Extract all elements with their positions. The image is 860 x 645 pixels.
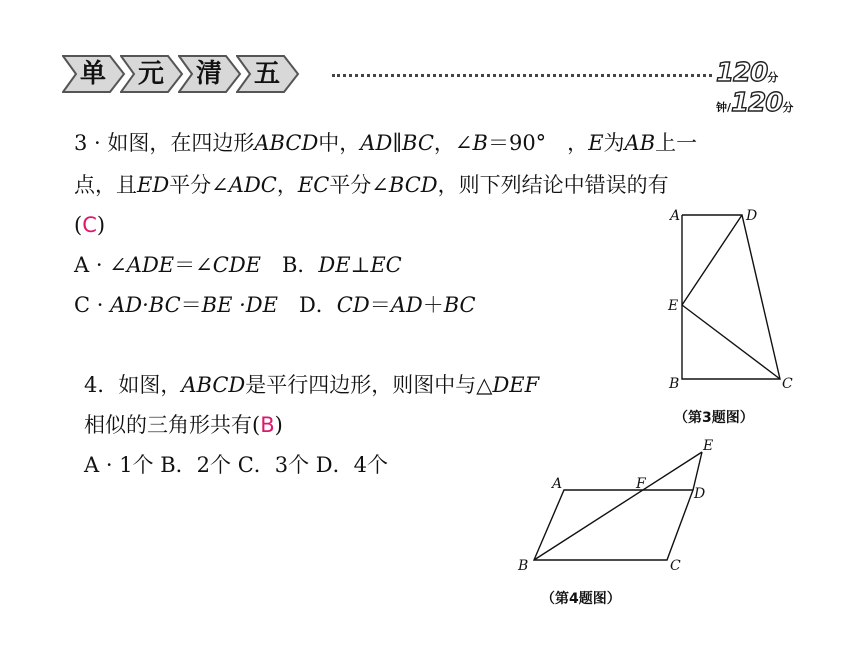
fig4-label-E: E [703,438,714,454]
title-badge-2 [120,54,184,94]
fig3-label-D: D [746,208,758,224]
q3-line-2: 点，且ED平分∠ADC，EC平分∠BCD，则下列结论中错误的有 [74,173,669,197]
q3-line-1: 3 · 如图，在四边形ABCD中，AD∥BC，∠B＝90° ，E为AB上一 [74,131,698,155]
time-unit: 分钟/ [716,71,779,114]
fig3-label-C: C [782,376,793,392]
score-value: 120 [731,88,783,118]
unit-header [62,54,822,118]
title-badge-3 [178,54,242,94]
fig3-label-A: A [670,208,681,224]
fig4-label-F: F [636,476,646,492]
title-badge-4 [236,54,300,94]
figure-3-caption: （第3题图） [674,410,754,426]
title-badge-1 [62,54,126,94]
fig3-label-E: E [668,298,679,314]
q4-line-1: 4．如图，ABCD是平行四边形，则图中与△DEF [84,373,540,397]
q4-options: A · 1个 B．2个 C．3个 D．4个 [84,453,388,477]
figure-4-parallelogram [510,430,730,580]
fig4-label-D: D [694,486,706,502]
fig4-label-B: B [518,558,529,574]
q4-line-2: 相似的三角形共有(B) [84,413,283,437]
fig4-label-C: C [670,558,681,574]
time-score-label [716,58,822,118]
title-char-4: 五 [253,59,280,89]
figure-4-caption: （第4题图） [541,591,621,607]
q3-options-cd: C · AD·BC＝BE ·DE D．CD＝AD＋BC [74,293,476,317]
time-value: 120 [716,58,768,88]
dotted-divider [332,74,712,77]
title-char-3: 清 [195,59,222,89]
fig3-label-B: B [669,376,680,392]
q3-options-ab: A · ∠ADE＝∠CDE B．DE⊥EC [74,253,402,277]
title-char-1: 单 [79,59,106,89]
figure-3-quadrilateral [660,202,800,394]
q3-answer-line: (C) [74,213,106,237]
q4-answer: B [260,413,275,437]
title-char-2: 元 [137,59,164,89]
score-unit: 分 [782,101,794,114]
q3-answer: C [82,213,97,237]
fig4-label-A: A [552,476,563,492]
